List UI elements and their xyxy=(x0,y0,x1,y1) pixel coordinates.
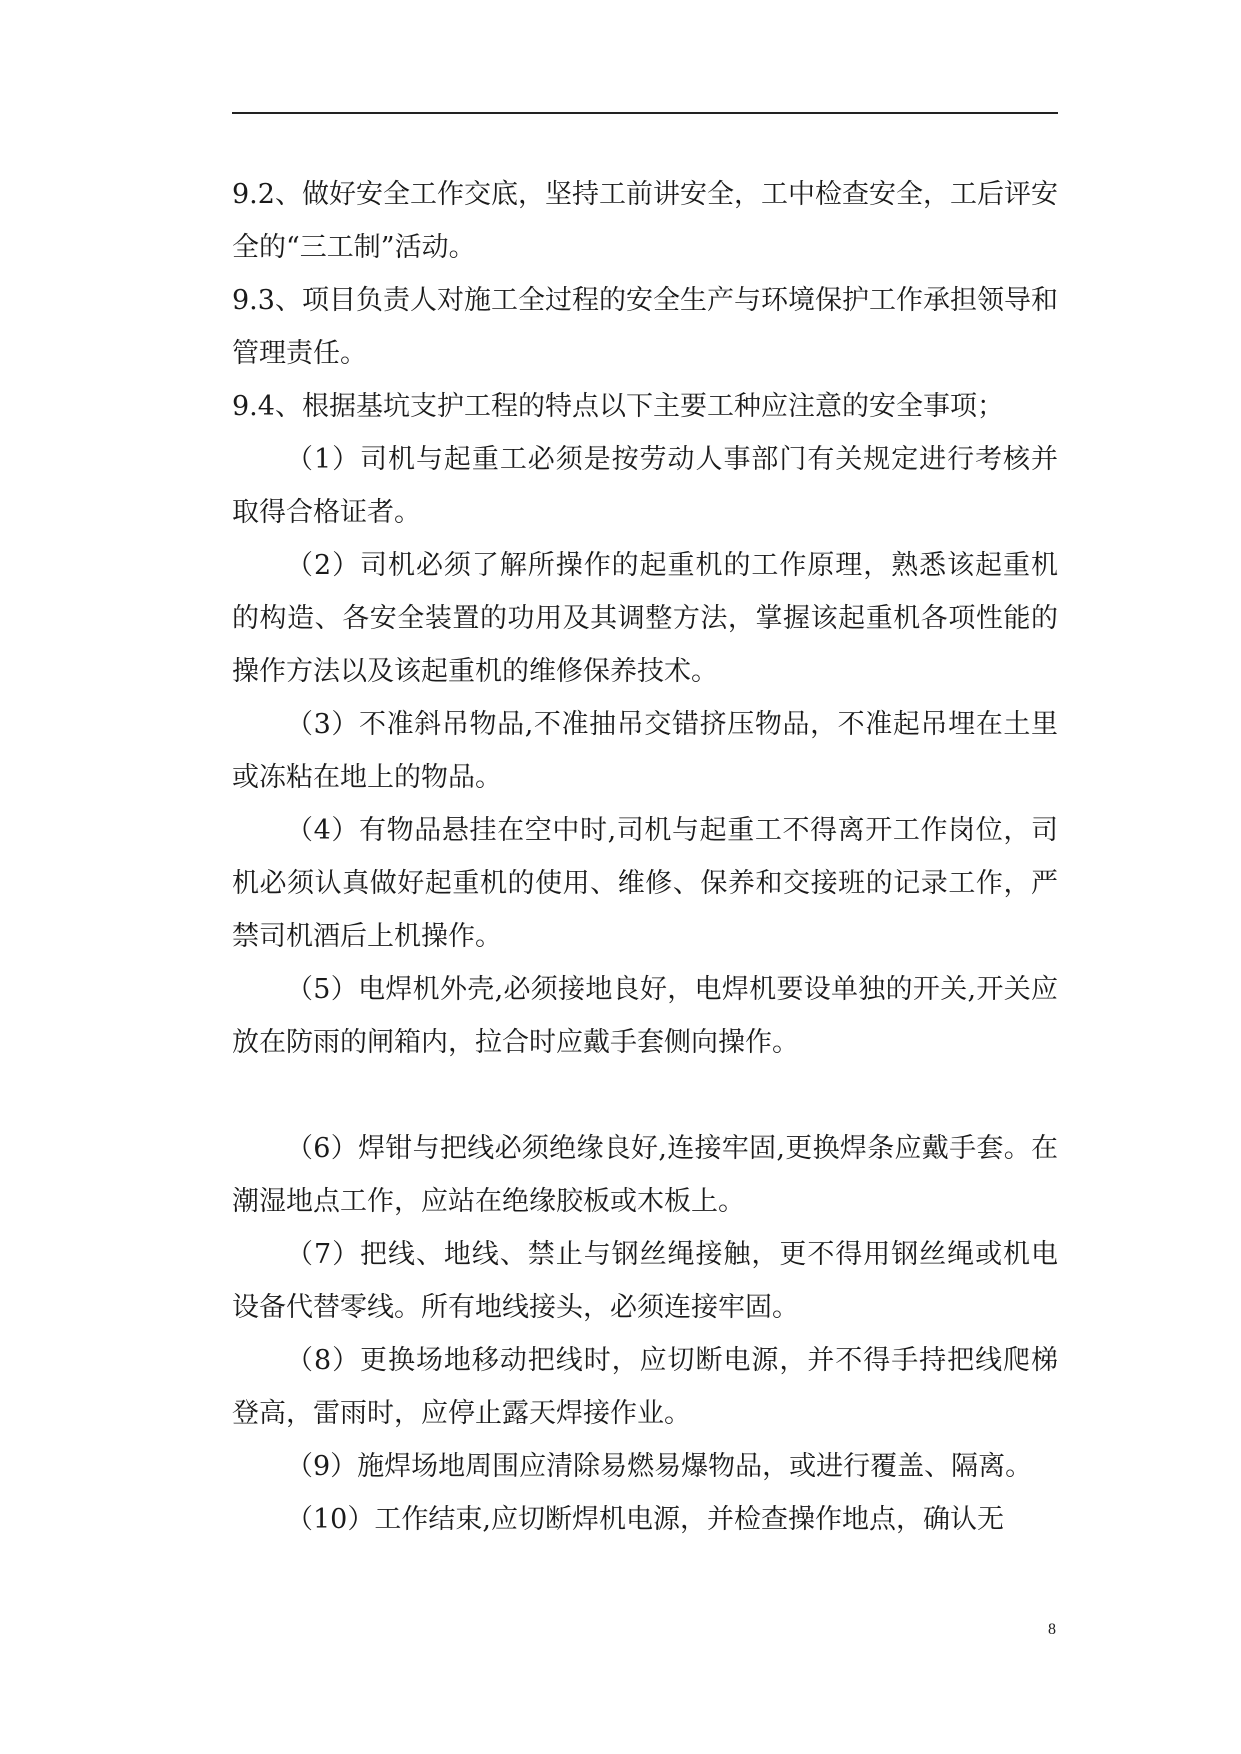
list-item-4: （4）有物品悬挂在空中时,司机与起重工不得离开工作岗位，司机必须认真做好起重机的使用、维修、保养和交接班的记录工作，严禁司机酒后上机操作。 xyxy=(232,815,1058,952)
list-item-1: （1）司机与起重工必须是按劳动人事部门有关规定进行考核并取得合格证者。 xyxy=(232,444,1058,528)
list-item-8: （8）更换场地移动把线时，应切断电源，并不得手持把线爬梯登高，雷雨时，应停止露天焊接作业。 xyxy=(232,1345,1058,1429)
list-item-3: （3）不准斜吊物品,不准抽吊交错挤压物品，不准起吊埋在土里或冻粘在地上的物品。 xyxy=(232,709,1058,793)
list-item-5: （5）电焊机外壳,必须接地良好，电焊机要设单独的开关,开关应放在防雨的闸箱内，拉合时应戴手套侧向操作。 xyxy=(232,974,1058,1058)
list-item-2: （2）司机必须了解所操作的起重机的工作原理，熟悉该起重机的构造、各安全装置的功用及其调整方法，掌握该起重机各项性能的操作方法以及该起重机的维修保养技术。 xyxy=(232,550,1058,687)
paragraph-9-3: 9.3、项目负责人对施工全过程的安全生产与环境保护工作承担领导和管理责任。 xyxy=(232,285,1058,369)
list-item-9: （9）施焊场地周围应清除易燃易爆物品，或进行覆盖、隔离。 xyxy=(286,1451,1033,1482)
document-body xyxy=(232,168,1058,1546)
header-rule xyxy=(232,112,1058,114)
paragraph-9-4: 9.4、根据基坑支护工程的特点以下主要工种应注意的安全事项； xyxy=(232,391,1004,422)
blank-line xyxy=(232,1069,1058,1122)
list-item-7: （7）把线、地线、禁止与钢丝绳接触，更不得用钢丝绳或机电设备代替零线。所有地线接头，必须连接牢固。 xyxy=(232,1239,1058,1323)
list-item-6: （6）焊钳与把线必须绝缘良好,连接牢固,更换焊条应戴手套。在潮湿地点工作，应站在绝缘胶板或木板上。 xyxy=(232,1133,1058,1217)
list-item-10: （10）工作结束,应切断焊机电源，并检查操作地点，确认无 xyxy=(286,1504,1004,1535)
page-number: 8 xyxy=(1048,1621,1056,1638)
paragraph-9-2: 9.2、做好安全工作交底，坚持工前讲安全，工中检查安全，工后评安全的“三工制”活动。 xyxy=(232,179,1058,263)
